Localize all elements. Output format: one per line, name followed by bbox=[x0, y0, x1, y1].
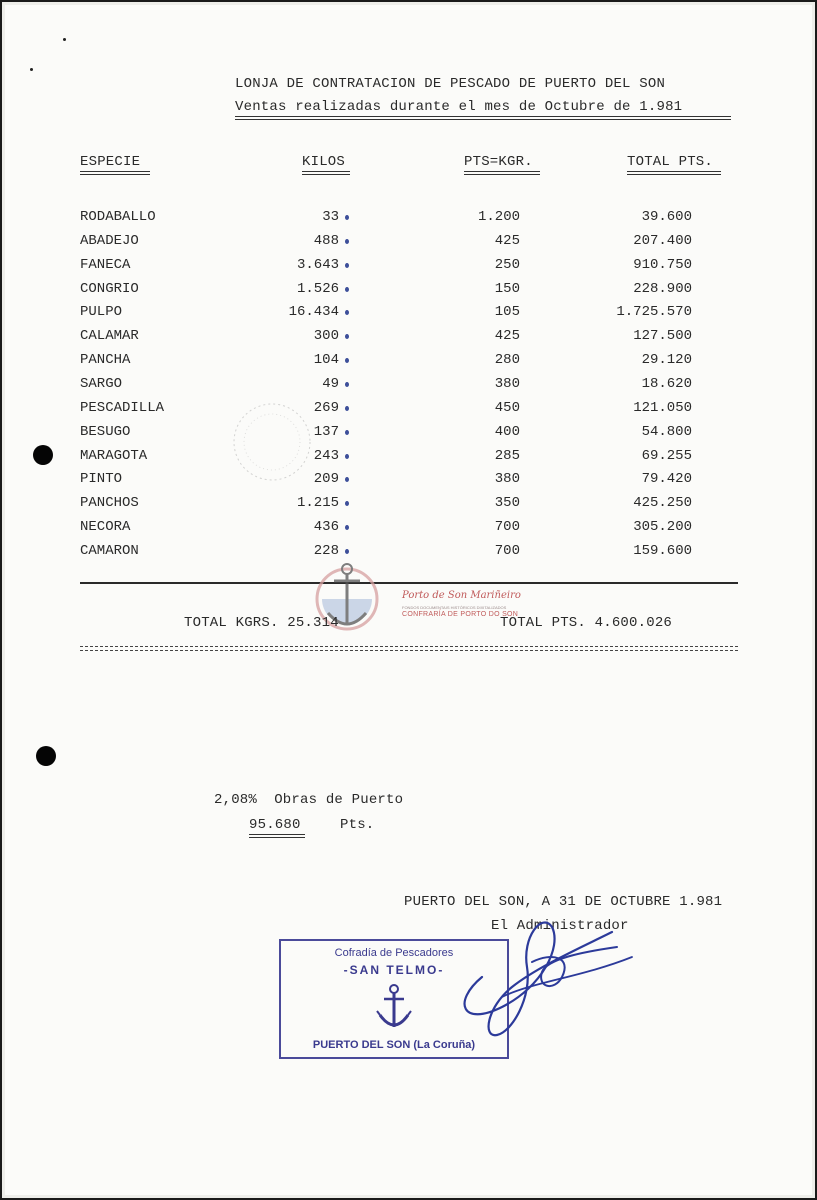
price-cell: 285 bbox=[494, 447, 520, 464]
species-cell: CALAMAR bbox=[80, 328, 139, 345]
archive-watermark-logo bbox=[314, 557, 514, 647]
total-cell: 305.200 bbox=[633, 519, 692, 536]
species-cell: PINTO bbox=[80, 471, 123, 488]
tick-mark bbox=[345, 358, 349, 363]
kilos-cell: 104 bbox=[313, 352, 339, 369]
header-underline bbox=[464, 171, 540, 175]
subtitle-underline bbox=[235, 116, 731, 120]
fee-unit: Pts. bbox=[340, 817, 375, 833]
document-title: LONJA DE CONTRATACION DE PESCADO DE PUERTO DEL SON bbox=[235, 76, 666, 92]
tick-mark bbox=[345, 334, 349, 339]
species-cell: NECORA bbox=[80, 519, 131, 536]
fee-description: 2,08% Obras de Puerto bbox=[214, 792, 404, 808]
total-cell: 1.725.570 bbox=[616, 304, 692, 321]
ink-speck bbox=[30, 68, 33, 71]
kilos-cell: 49 bbox=[322, 375, 339, 392]
kilos-cell: 33 bbox=[322, 209, 339, 225]
kilos-cell: 209 bbox=[313, 471, 339, 488]
total-cell: 121.050 bbox=[633, 399, 692, 416]
ink-speck bbox=[63, 38, 66, 41]
tick-mark bbox=[345, 549, 349, 554]
fee-underline bbox=[249, 834, 305, 838]
header-underline bbox=[80, 171, 150, 175]
total-cell: 159.600 bbox=[633, 542, 692, 559]
kilos-cell: 436 bbox=[313, 519, 339, 536]
species-cell: RODABALLO bbox=[80, 209, 156, 225]
tick-mark bbox=[345, 406, 349, 411]
price-cell: 350 bbox=[494, 495, 520, 512]
price-cell: 700 bbox=[494, 519, 520, 536]
tick-mark bbox=[345, 263, 349, 268]
total-cell: 207.400 bbox=[633, 232, 692, 249]
table-row bbox=[2, 352, 817, 376]
price-cell: 425 bbox=[494, 328, 520, 345]
fee-amount: 95.680 bbox=[249, 817, 301, 833]
species-cell: CONGRIO bbox=[80, 280, 139, 297]
tick-mark bbox=[345, 382, 349, 387]
column-header-price: PTS=KGR. bbox=[464, 154, 533, 170]
total-cell: 54.800 bbox=[641, 423, 692, 440]
total-cell: 69.255 bbox=[641, 447, 692, 464]
total-cell: 18.620 bbox=[641, 375, 692, 392]
header-underline bbox=[302, 171, 350, 175]
price-cell: 450 bbox=[494, 399, 520, 416]
species-cell: CAMARON bbox=[80, 542, 139, 559]
price-cell: 250 bbox=[494, 256, 520, 273]
price-cell: 400 bbox=[494, 423, 520, 440]
table-row bbox=[2, 400, 817, 424]
column-header-species: ESPECIE bbox=[80, 154, 141, 170]
tick-mark bbox=[345, 454, 349, 459]
kilos-cell: 3.643 bbox=[296, 256, 339, 273]
watermark-title: Porto de Son Mariñeiro bbox=[402, 590, 521, 601]
price-cell: 700 bbox=[494, 542, 520, 559]
total-kilos: TOTAL KGRS. 25.314 bbox=[184, 615, 339, 631]
watermark-org: CONFRARÍA DE PORTO DO SON bbox=[402, 611, 519, 618]
kilos-cell: 228 bbox=[313, 542, 339, 559]
kilos-cell: 243 bbox=[313, 447, 339, 464]
kilos-cell: 1.215 bbox=[296, 495, 339, 512]
punch-hole bbox=[36, 746, 56, 766]
handwritten-signature bbox=[442, 907, 642, 1042]
stamp-line-1: Cofradía de Pescadores bbox=[334, 947, 454, 959]
total-cell: 29.120 bbox=[641, 352, 692, 369]
place-date: PUERTO DEL SON, A 31 DE OCTUBRE 1.981 bbox=[404, 894, 723, 910]
species-cell: PANCHA bbox=[80, 352, 131, 369]
kilos-cell: 137 bbox=[313, 423, 339, 440]
tick-mark bbox=[345, 477, 349, 482]
total-cell: 228.900 bbox=[633, 280, 692, 297]
tick-mark bbox=[345, 287, 349, 292]
kilos-cell: 16.434 bbox=[288, 304, 339, 321]
tick-mark bbox=[345, 239, 349, 244]
table-row bbox=[2, 281, 817, 305]
table-row bbox=[2, 328, 817, 352]
tick-mark bbox=[345, 310, 349, 315]
species-cell: PULPO bbox=[80, 304, 123, 321]
tick-mark bbox=[345, 430, 349, 435]
signer-title: El Administrador bbox=[491, 918, 629, 934]
table-row bbox=[2, 495, 817, 519]
total-pts: TOTAL PTS. 4.600.026 bbox=[500, 615, 673, 631]
anchor-icon bbox=[376, 983, 412, 1033]
document-subtitle: Ventas realizadas durante el mes de Octubre de 1.981 bbox=[235, 99, 683, 115]
price-cell: 380 bbox=[494, 375, 520, 392]
table-row bbox=[2, 209, 817, 233]
table-row bbox=[2, 376, 817, 400]
total-cell: 425.250 bbox=[633, 495, 692, 512]
total-cell: 39.600 bbox=[641, 209, 692, 225]
price-cell: 280 bbox=[494, 352, 520, 369]
species-cell: BESUGO bbox=[80, 423, 131, 440]
price-cell: 1.200 bbox=[477, 209, 520, 225]
total-cell: 79.420 bbox=[641, 471, 692, 488]
table-row bbox=[2, 257, 817, 281]
table-row bbox=[2, 471, 817, 495]
tick-mark bbox=[345, 215, 349, 220]
species-cell: PESCADILLA bbox=[80, 399, 165, 416]
species-cell: ABADEJO bbox=[80, 232, 139, 249]
column-header-kilos: KILOS bbox=[302, 154, 346, 170]
tick-mark bbox=[345, 525, 349, 530]
species-cell: FANECA bbox=[80, 256, 131, 273]
total-cell: 910.750 bbox=[633, 256, 692, 273]
kilos-cell: 1.526 bbox=[296, 280, 339, 297]
price-cell: 380 bbox=[494, 471, 520, 488]
table-row bbox=[2, 424, 817, 448]
table-row bbox=[2, 448, 817, 472]
table-row bbox=[2, 233, 817, 257]
price-cell: 105 bbox=[494, 304, 520, 321]
watermark-subtitle: FONDOS DOCUMENTAIS HISTÓRICOS DIXITALIZADOS bbox=[402, 605, 507, 610]
price-cell: 150 bbox=[494, 280, 520, 297]
totals-double-rule bbox=[80, 646, 738, 651]
table-row bbox=[2, 304, 817, 328]
species-cell: PANCHOS bbox=[80, 495, 139, 512]
species-cell: SARGO bbox=[80, 375, 123, 392]
column-header-total: TOTAL PTS. bbox=[627, 154, 714, 170]
faint-stamp-impression bbox=[227, 397, 317, 487]
total-cell: 127.500 bbox=[633, 328, 692, 345]
kilos-cell: 488 bbox=[313, 232, 339, 249]
kilos-cell: 300 bbox=[313, 328, 339, 345]
price-cell: 425 bbox=[494, 232, 520, 249]
species-cell: MARAGOTA bbox=[80, 447, 148, 464]
table-row bbox=[2, 519, 817, 543]
stamp-line-2: -SAN TELMO- bbox=[343, 963, 445, 977]
stamp-line-3: PUERTO DEL SON (La Coruña) bbox=[312, 1039, 476, 1051]
tick-mark bbox=[345, 501, 349, 506]
header-underline bbox=[627, 171, 721, 175]
kilos-cell: 269 bbox=[313, 399, 339, 416]
